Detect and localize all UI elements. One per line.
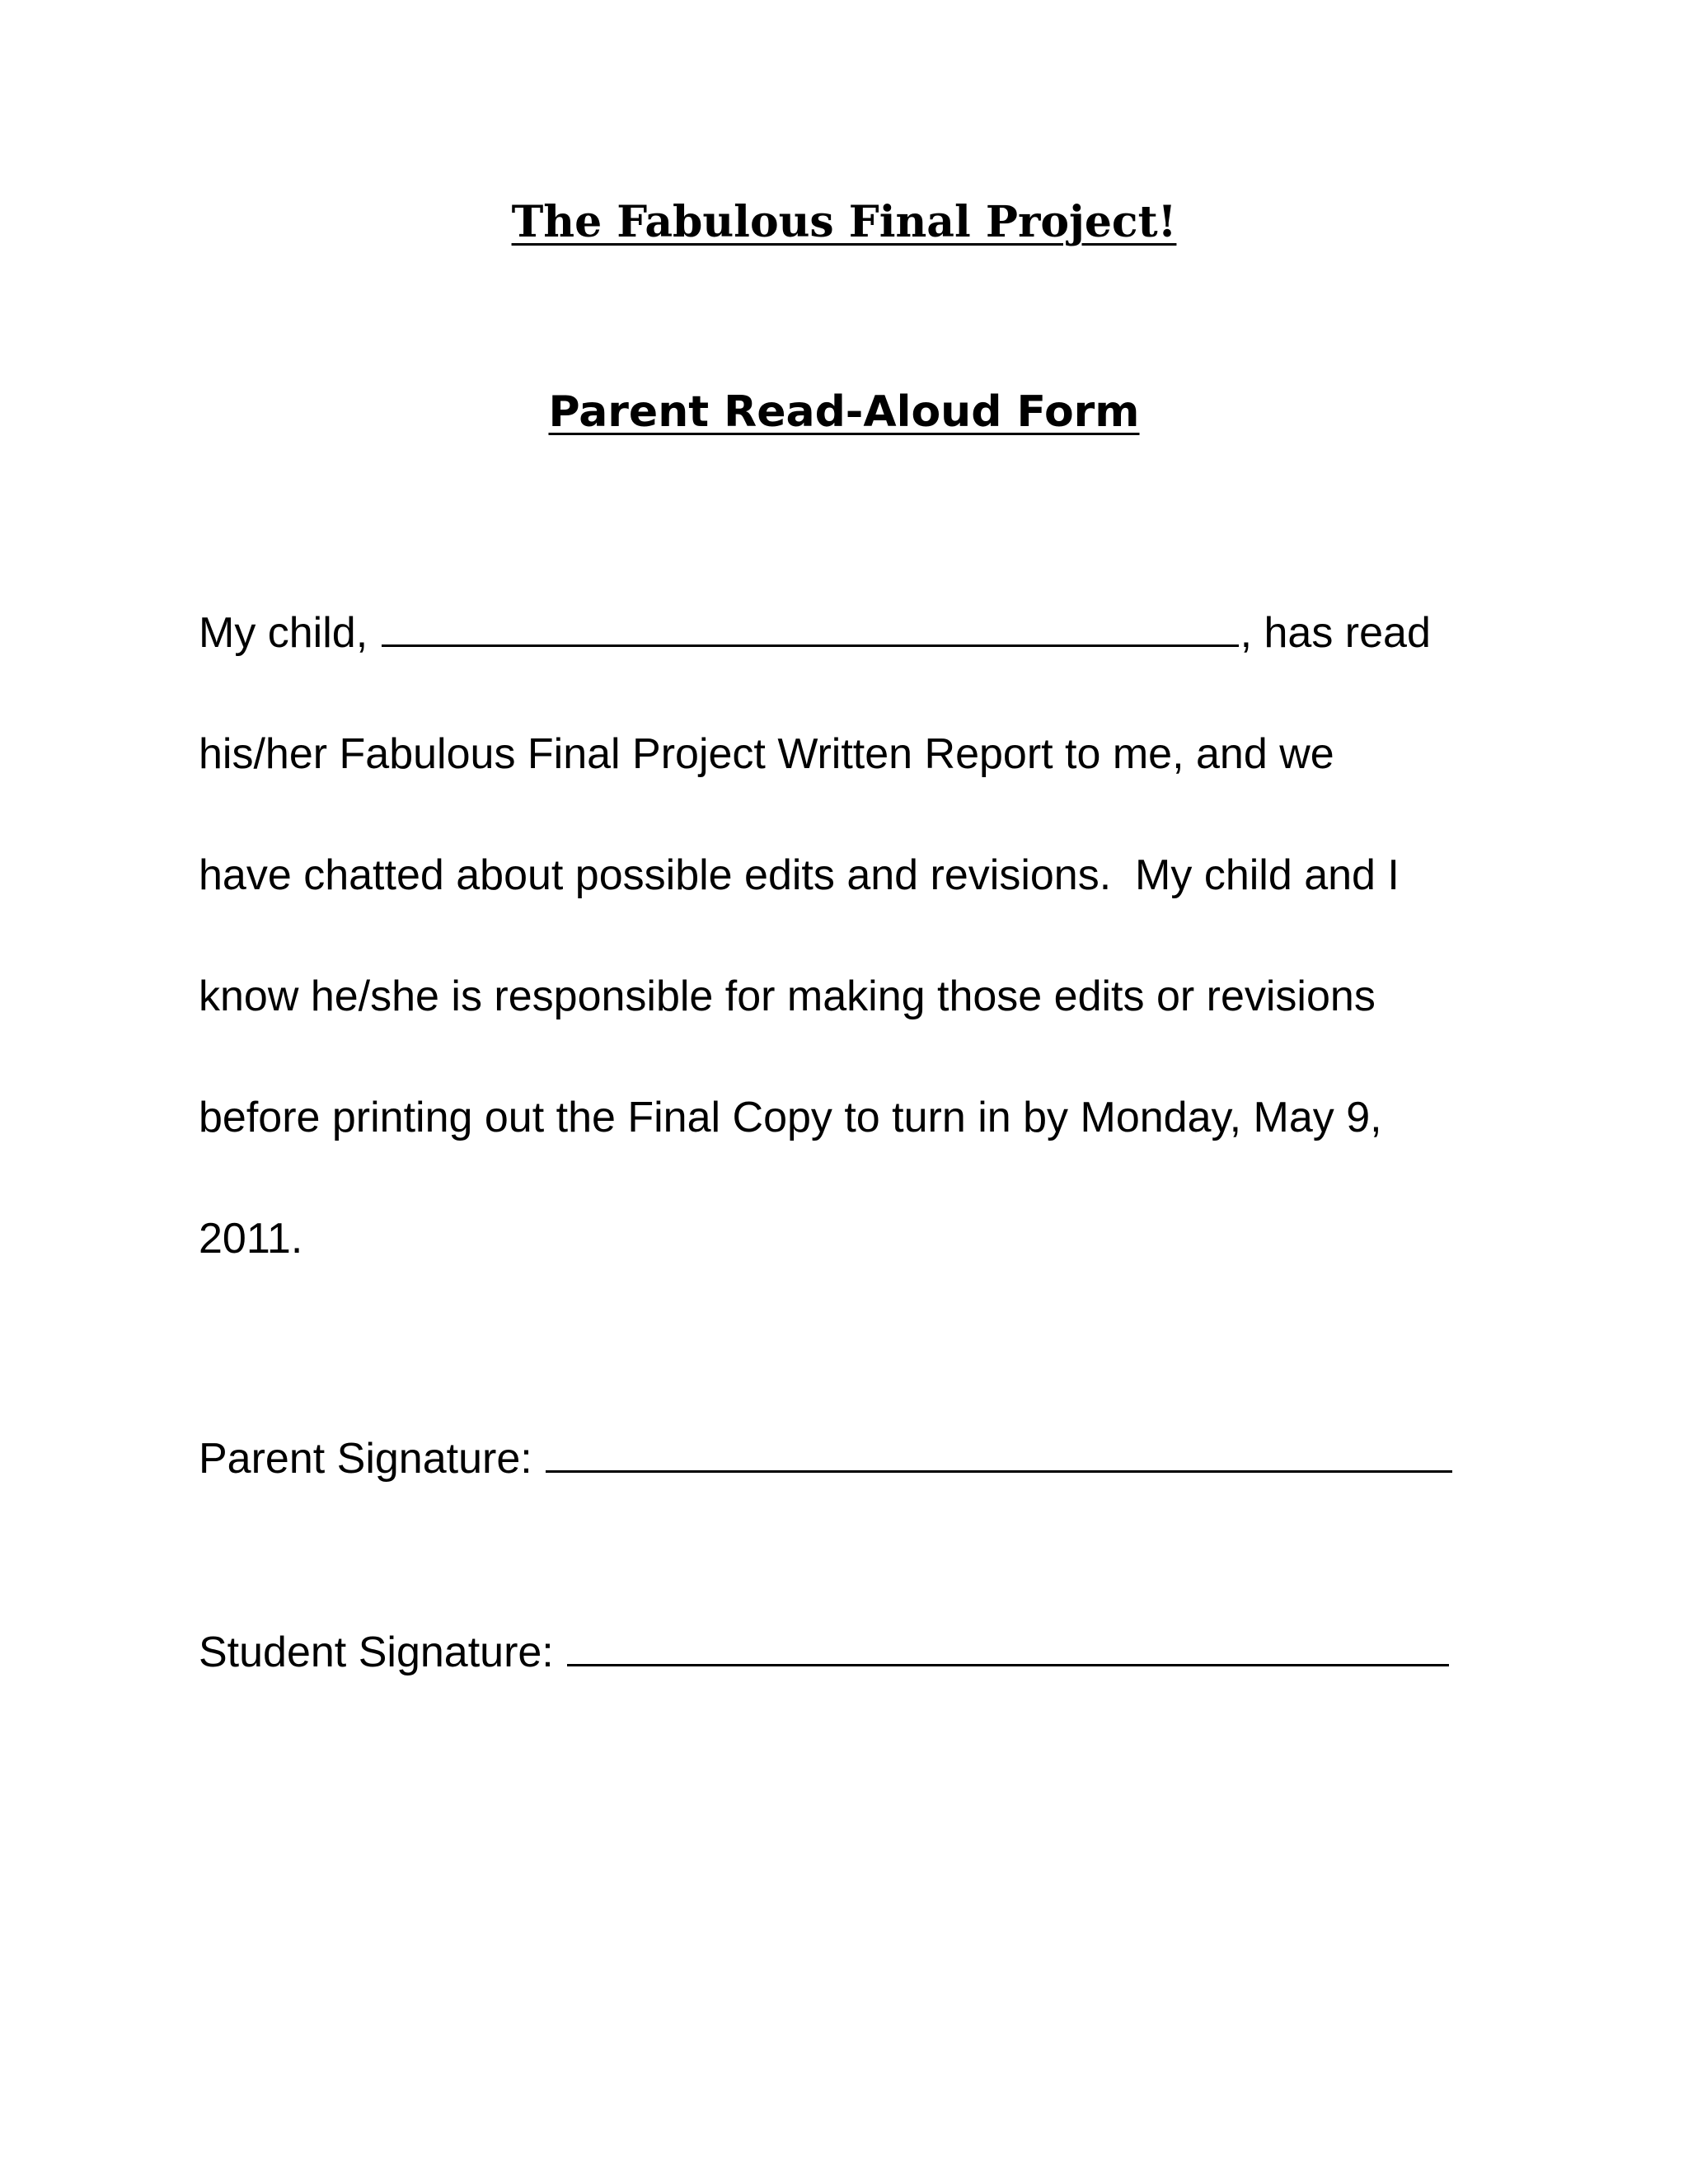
student-signature-row bbox=[199, 1619, 1451, 1685]
form-body bbox=[199, 573, 1484, 1300]
body-line-5: before printing out the Final Copy to turn in by Monday, May 9, bbox=[199, 1094, 1382, 1141]
child-name-blank[interactable] bbox=[382, 608, 1239, 647]
body-line-1-suffix: , has read bbox=[1240, 609, 1431, 657]
document-title-text: The Fabulous Final Project! bbox=[511, 197, 1177, 247]
student-signature-blank[interactable] bbox=[567, 1628, 1449, 1666]
body-line-4: know he/she is responsible for making those edits or revisions bbox=[199, 972, 1376, 1020]
body-line-6: 2011. bbox=[199, 1215, 303, 1263]
body-line-1-prefix: My child, bbox=[199, 609, 368, 657]
body-line-3-text: have chatted about possible edits and revisions. My child and I bbox=[199, 851, 1400, 899]
form-subtitle bbox=[0, 379, 1688, 445]
body-line-2: his/her Fabulous Final Project Written Report to me, and we bbox=[199, 730, 1334, 778]
form-subtitle-text: Parent Read-Aloud Form bbox=[548, 387, 1140, 437]
parent-signature-blank[interactable] bbox=[546, 1434, 1452, 1473]
parent-signature-label: Parent Signature: bbox=[199, 1435, 532, 1483]
student-signature-label: Student Signature: bbox=[199, 1629, 554, 1676]
body-line-3 bbox=[199, 815, 1484, 936]
parent-signature-row bbox=[199, 1426, 1454, 1492]
document-title bbox=[0, 190, 1688, 255]
body-line-1 bbox=[199, 573, 1484, 694]
